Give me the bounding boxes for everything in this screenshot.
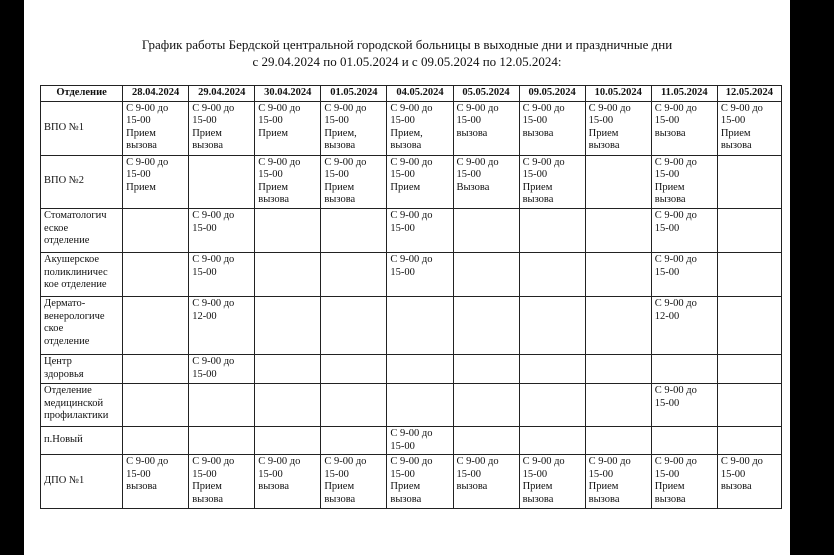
schedule-text-line: вызова [324,194,356,206]
schedule-cell [189,296,255,354]
schedule-text-line: вызова [324,140,356,152]
schedule-text-line: 15-00 [258,468,283,480]
schedule-cell [189,252,255,296]
schedule-text-line: 15-00 [390,115,415,127]
header-date: 12.05.2024 [717,86,781,102]
dept-cell [41,296,123,354]
header-date: 05.05.2024 [453,86,519,102]
document-title [24,36,790,70]
table-row [41,354,782,383]
schedule-text-line: С 9-00 до [390,253,433,265]
schedule-text-line: С 9-00 до [720,102,763,114]
schedule-text-line: 15-00 [456,169,481,181]
schedule-text-line: 15-00 [654,222,680,234]
schedule-cell [189,426,255,454]
schedule-cell [717,383,781,426]
schedule-text-line: С 9-00 до [654,253,697,265]
schedule-text-line: 15-00 [720,468,746,480]
schedule-text-line: С 9-00 до [192,253,235,265]
schedule-cell [321,155,387,208]
schedule-text-line: С 9-00 до [588,456,631,468]
schedule-text-line: С 9-00 до [192,102,235,114]
schedule-text-line: 15-00 [720,115,746,127]
schedule-text-line: С 9-00 до [522,102,565,114]
schedule-text-line: 15-00 [258,115,283,127]
schedule-text-line: С 9-00 до [654,297,697,309]
header-date: 09.05.2024 [519,86,585,102]
schedule-text-line: С 9-00 до [390,102,433,114]
schedule-cell [255,383,321,426]
schedule-text-line: 15-00 [324,169,349,181]
schedule-text-line: С 9-00 до [192,209,235,221]
schedule-text-line: 15-00 [390,222,415,234]
schedule-cell [321,208,387,252]
schedule-text-line: Прием [192,481,222,493]
schedule-text-line: вызова [720,481,752,493]
schedule-text-line: вызова [456,127,488,139]
header-date: 04.05.2024 [387,86,453,102]
schedule-cell [585,101,651,155]
dept-name-line: Отделение [44,384,92,396]
dept-name-line: кое отделение [44,279,107,291]
schedule-text-line: С 9-00 до [324,456,367,468]
schedule-text-line: вызова [588,140,620,152]
schedule-text-line: 15-00 [654,115,680,127]
schedule-text-line: 15-00 [522,468,548,480]
schedule-cell [123,252,189,296]
schedule-text-line: 15-00 [654,266,680,278]
schedule-cell [387,426,453,454]
table-row [41,208,782,252]
schedule-cell [585,426,651,454]
schedule-text-line: вызова [192,493,224,505]
schedule-cell [585,383,651,426]
schedule-cell [651,426,717,454]
schedule-text-line: Прием, [324,127,357,139]
schedule-text-line: С 9-00 до [192,297,235,309]
schedule-cell [717,208,781,252]
schedule-text-line: С 9-00 до [324,156,367,168]
schedule-cell [387,101,453,155]
schedule-text-line: С 9-00 до [192,355,235,367]
schedule-text-line: Прием, [390,127,423,139]
table-row [41,383,782,426]
dept-name-line: еское [44,222,69,234]
schedule-cell [519,155,585,208]
schedule-cell [387,155,453,208]
schedule-cell [519,455,585,509]
schedule-text-line: С 9-00 до [456,102,499,114]
schedule-cell [321,383,387,426]
document-page [24,0,790,555]
schedule-cell [651,101,717,155]
schedule-cell [651,208,717,252]
schedule-text-line: Прием [126,127,156,139]
schedule-text-line: Прием [126,181,156,193]
schedule-cell [123,101,189,155]
dept-name-line: отделение [44,235,90,247]
schedule-text-line: С 9-00 до [654,209,697,221]
schedule-cell [255,252,321,296]
schedule-cell [255,455,321,509]
schedule-text-line: Прием [588,481,619,493]
schedule-text-line: С 9-00 до [654,156,697,168]
schedule-text-line: С 9-00 до [390,156,433,168]
schedule-text-line: вызова [654,493,686,505]
schedule-text-line: 15-00 [522,115,548,127]
schedule-text-line: 15-00 [390,468,415,480]
schedule-text-line: Прием [324,181,355,193]
schedule-cell [123,155,189,208]
header-date: 28.04.2024 [123,86,189,102]
schedule-text-line: 15-00 [654,169,680,181]
schedule-text-line: 15-00 [588,468,614,480]
header-date: 10.05.2024 [585,86,651,102]
table-row [41,155,782,208]
schedule-text-line: С 9-00 до [588,102,631,114]
schedule-cell [321,455,387,509]
schedule-cell [519,426,585,454]
dept-name-line: венерологиче [44,310,105,322]
schedule-cell [453,155,519,208]
schedule-text-line: Прием [324,481,355,493]
schedule-cell [717,155,781,208]
schedule-cell [321,296,387,354]
schedule-cell [123,208,189,252]
schedule-cell [453,383,519,426]
schedule-cell [255,101,321,155]
schedule-text-line: 15-00 [456,115,481,127]
table-row [41,426,782,454]
schedule-text-line: Вызова [456,181,490,193]
schedule-cell [387,252,453,296]
schedule-cell [717,455,781,509]
schedule-cell [387,296,453,354]
schedule-text-line: вызова [456,481,488,493]
schedule-text-line: 15-00 [192,266,217,278]
schedule-cell [717,101,781,155]
schedule-text-line: С 9-00 до [258,456,301,468]
schedule-cell [453,208,519,252]
schedule-text-line: 15-00 [390,169,415,181]
schedule-text-line: С 9-00 до [720,456,763,468]
schedule-text-line: 15-00 [126,468,151,480]
schedule-cell [717,296,781,354]
schedule-cell [519,208,585,252]
schedule-cell [321,354,387,383]
header-date: 30.04.2024 [255,86,321,102]
schedule-text-line: вызова [654,127,686,139]
schedule-cell [189,455,255,509]
schedule-cell [453,455,519,509]
schedule-cell [387,383,453,426]
schedule-text-line: вызова [126,481,157,493]
schedule-text-line: С 9-00 до [390,427,433,439]
schedule-cell [453,252,519,296]
schedule-cell [585,155,651,208]
schedule-text-line: вызова [390,493,422,505]
schedule-cell [255,296,321,354]
schedule-text-line: Прием [192,127,222,139]
header-date: 11.05.2024 [651,86,717,102]
schedule-text-line: 15-00 [654,468,680,480]
schedule-text-line: вызова [258,481,290,493]
schedule-text-line: вызова [192,140,224,152]
schedule-cell [519,383,585,426]
schedule-text-line: вызова [522,194,554,206]
dept-name-line: медицинской [44,397,104,409]
schedule-text-line: С 9-00 до [654,384,697,396]
table-row [41,455,782,509]
schedule-cell [387,455,453,509]
dept-cell [41,455,123,509]
dept-name-line: Центр [44,355,72,367]
schedule-text-line: вызова [654,194,686,206]
schedule-cell [519,354,585,383]
schedule-text-line: вызова [720,140,752,152]
schedule-text-line: 15-00 [192,115,217,127]
dept-name-line: профилактики [44,410,109,422]
schedule-cell [189,354,255,383]
table-row [41,296,782,354]
schedule-cell [123,296,189,354]
schedule-cell [189,208,255,252]
schedule-cell [453,101,519,155]
dept-name-line: ВПО №2 [44,175,85,187]
schedule-text-line: 15-00 [390,266,415,278]
schedule-cell [585,455,651,509]
schedule-text-line: 15-00 [126,115,151,127]
schedule-text-line: 15-00 [258,169,283,181]
dept-name-line: ское [44,323,64,335]
schedule-cell [717,426,781,454]
schedule-text-line: 15-00 [588,115,614,127]
schedule-text-line: 15-00 [456,468,481,480]
schedule-cell [255,354,321,383]
schedule-text-line: вызова [522,493,554,505]
schedule-cell [189,155,255,208]
schedule-cell [387,208,453,252]
schedule-text-line: 15-00 [192,468,217,480]
schedule-cell [651,252,717,296]
dept-name-line: Акушерское [44,253,100,265]
dept-cell [41,101,123,155]
schedule-text-line: 15-00 [192,222,217,234]
schedule-cell [651,455,717,509]
schedule-cell [519,296,585,354]
schedule-cell [189,101,255,155]
schedule-text-line: С 9-00 до [258,156,301,168]
schedule-cell [189,383,255,426]
schedule-text-line: С 9-00 до [126,102,169,114]
schedule-text-line: Прием [588,127,619,139]
dept-name-line: п.Новый [44,434,83,446]
schedule-text-line: 15-00 [522,169,548,181]
schedule-cell [585,252,651,296]
schedule-text-line: вызова [324,493,356,505]
schedule-text-line: 15-00 [654,397,680,409]
schedule-text-line: С 9-00 до [654,102,697,114]
dept-cell [41,252,123,296]
schedule-cell [651,383,717,426]
schedule-text-line: Прием [522,481,553,493]
schedule-cell [453,354,519,383]
table-row [41,252,782,296]
schedule-cell [255,426,321,454]
schedule-cell [519,252,585,296]
schedule-cell [585,296,651,354]
schedule-text-line: С 9-00 до [258,102,301,114]
dept-name-line: Дермато- [44,297,86,309]
title-line-1: График работы Бердской центральной городской больницы в выходные дни и праздничные дни [141,37,673,52]
schedule-cell [321,426,387,454]
schedule-cell [255,208,321,252]
schedule-text-line: вызова [588,493,620,505]
dept-name-line: здоровья [44,368,84,380]
schedule-cell [585,354,651,383]
schedule-text-line: вызова [522,127,554,139]
schedule-text-line: С 9-00 до [390,209,433,221]
schedule-cell [255,155,321,208]
dept-cell [41,383,123,426]
schedule-text-line: С 9-00 до [522,156,565,168]
schedule-text-line: С 9-00 до [126,156,169,168]
schedule-text-line: вызова [126,140,157,152]
title-line-2: с 29.04.2024 по 01.05.2024 и с 09.05.2024 по 12.05.2024: [252,54,562,69]
schedule-cell [651,296,717,354]
schedule-text-line: Прием [390,481,421,493]
dept-name-line: отделение [44,335,90,347]
schedule-text-line: 15-00 [324,115,349,127]
schedule-text-line: Прием [654,181,685,193]
dept-cell [41,208,123,252]
schedule-text-line: 15-00 [324,468,349,480]
schedule-text-line: Прием [720,127,751,139]
header-date: 01.05.2024 [321,86,387,102]
table-body [41,101,782,509]
header-date: 29.04.2024 [189,86,255,102]
dept-name-line: поликлиничес [44,266,108,278]
dept-cell [41,354,123,383]
dept-name-line: ДПО №1 [44,475,85,487]
schedule-cell [123,383,189,426]
dept-cell [41,155,123,208]
schedule-text-line: С 9-00 до [126,456,169,468]
schedule-cell [321,101,387,155]
schedule-text-line: С 9-00 до [192,456,235,468]
schedule-text-line: 12-00 [654,310,680,322]
schedule-text-line: С 9-00 до [456,156,499,168]
schedule-cell [387,354,453,383]
schedule-cell [651,354,717,383]
schedule-cell [519,101,585,155]
schedule-cell [651,155,717,208]
schedule-cell [453,296,519,354]
schedule-cell [123,426,189,454]
schedule-cell [123,455,189,509]
table-header-row [41,86,782,102]
dept-name-line: Стоматологич [44,209,107,221]
dept-cell [41,426,123,454]
schedule-text-line: Прием [522,181,553,193]
schedule-text-line: 15-00 [390,440,415,452]
schedule-text-line: С 9-00 до [456,456,499,468]
schedule-text-line: Прием [258,181,289,193]
table-row [41,101,782,155]
schedule-cell [717,252,781,296]
schedule-text-line: вызова [258,194,290,206]
schedule-text-line: Прием [390,181,421,193]
schedule-text-line: 15-00 [192,368,217,380]
schedule-cell [717,354,781,383]
header-dept: Отделение [41,86,123,102]
schedule-text-line: С 9-00 до [390,456,433,468]
schedule-cell [123,354,189,383]
schedule-text-line: С 9-00 до [522,456,565,468]
schedule-text-line: вызова [390,140,422,152]
schedule-text-line: С 9-00 до [654,456,697,468]
schedule-cell [585,208,651,252]
schedule-cell [321,252,387,296]
schedule-text-line: С 9-00 до [324,102,367,114]
dept-name-line: ВПО №1 [44,121,85,133]
schedule-cell [453,426,519,454]
schedule-text-line: 15-00 [126,169,151,181]
schedule-table [40,85,782,509]
schedule-text-line: 12-00 [192,310,217,322]
schedule-text-line: Прием [654,481,685,493]
schedule-text-line: Прием [258,127,289,139]
